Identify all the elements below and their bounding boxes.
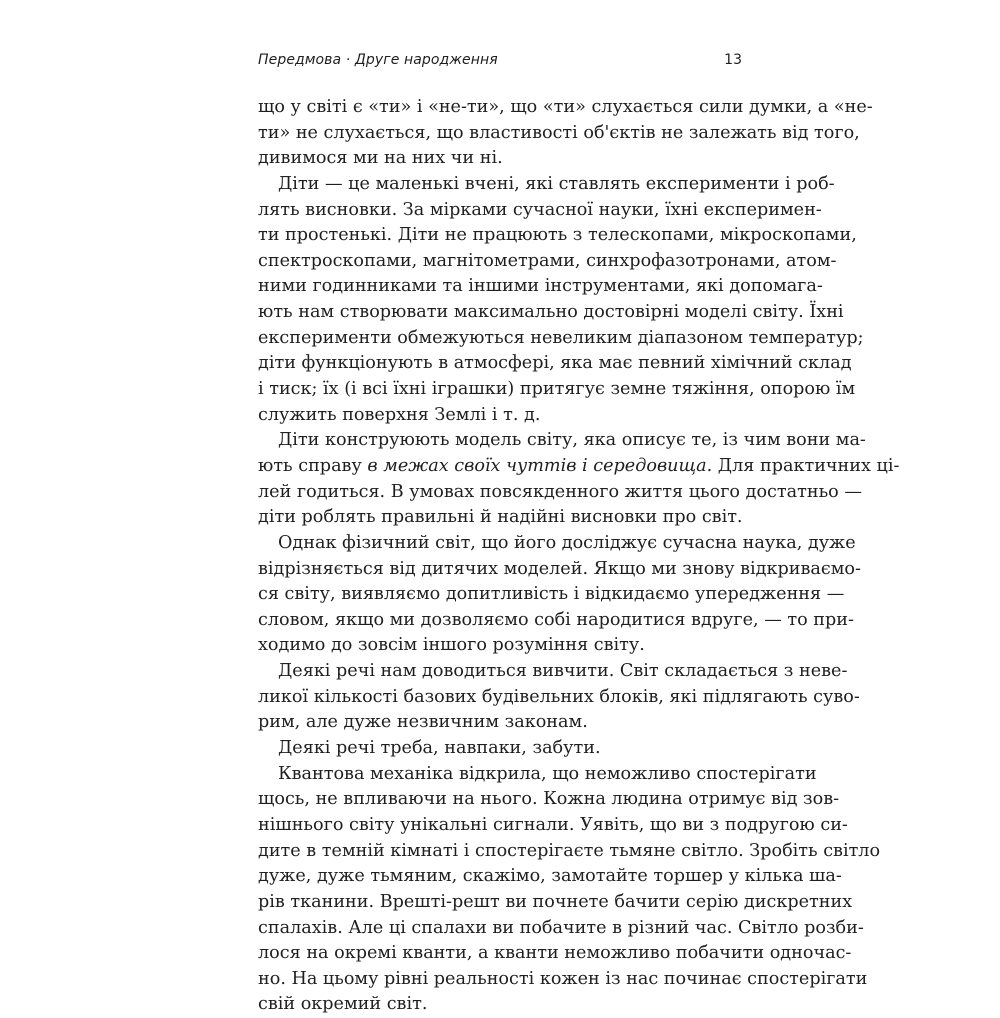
text-line: дуже, дуже тьмяним, скажімо, замотайте торшер у кілька ша- bbox=[258, 866, 842, 887]
text-line: ликої кількості базових будівельних блоків, які підлягають суво- bbox=[258, 686, 860, 707]
text-line: ти простенькі. Діти не працюють з телескопами, мікроскопами, bbox=[258, 225, 857, 246]
text-line: спектроскопами, магнітометрами, синхрофазотронами, атом- bbox=[258, 250, 837, 271]
text-line: дите в темній кімнаті і спостерігаєте тьмяне світло. Зробіть світло bbox=[258, 840, 881, 861]
text-line: лять висновки. За мірками сучасної науки, їхні експеримен- bbox=[258, 199, 822, 220]
text-line: словом, якщо ми дозволяємо собі народитися вдруге, — то при- bbox=[258, 609, 854, 630]
text-line: що у світі є «ти» і «не-ти», що «ти» слухається сили думки, а «не- bbox=[258, 97, 873, 117]
text-line: лей годиться. В умовах повсякденного життя цього достатньо — bbox=[258, 481, 862, 502]
text-line: ними годинниками та іншими інструментами, які допомага- bbox=[258, 276, 823, 297]
text-line: Квантова механіка відкрила, що неможливо спостерігати bbox=[278, 763, 817, 784]
text-line-mixed bbox=[258, 454, 900, 480]
paragraph bbox=[258, 762, 881, 1018]
text-line: Однак фізичний світ, що його досліджує сучасна наука, дуже bbox=[278, 532, 856, 553]
paragraph bbox=[258, 95, 873, 172]
text-line: Діти конструюють модель світу, яка описує те, із чим вони ма- bbox=[278, 430, 866, 451]
running-title: Передмова · Друге народження bbox=[258, 52, 498, 68]
text-line: рів тканини. Врешті-решт ви почнете бачити серію дискретних bbox=[258, 891, 853, 912]
italic-phrase: в межах своїх чуттів і середовища bbox=[367, 455, 707, 476]
running-header bbox=[258, 52, 742, 76]
text-line: експерименти обмежуються невеликим діапазоном температур; bbox=[258, 327, 864, 348]
text-line: відрізняється від дитячих моделей. Якщо ми знову відкриваємо- bbox=[258, 558, 861, 579]
text-line: діти роблять правильні й надійні висновки про світ. bbox=[258, 507, 743, 528]
text-segment: . Для практичних ці- bbox=[706, 455, 900, 476]
text-line: ся світу, виявляємо допитливість і відкидаємо упередження — bbox=[258, 584, 845, 605]
text-line: свій окремий світ. bbox=[258, 994, 428, 1015]
text-line: рим, але дуже незвичним законам. bbox=[258, 712, 588, 733]
text-line: но. На цьому рівні реальності кожен із нас починає спостерігати bbox=[258, 968, 868, 989]
text-line: служить поверхня Землі і т. д. bbox=[258, 404, 541, 425]
text-line: ти» не слухається, що властивості об'єктів не залежать від того, bbox=[258, 122, 860, 143]
paragraph bbox=[258, 172, 864, 428]
text-line: і тиск; їх (і всі їхні іграшки) притягує земне тяжіння, опорою їм bbox=[258, 379, 856, 400]
text-line: нішнього світу унікальні сигнали. Уявіть, що ви з подругою си- bbox=[258, 814, 848, 835]
text-line: дивимося ми на них чи ні. bbox=[258, 148, 503, 169]
text-line: ходимо до зовсім іншого розуміння світу. bbox=[258, 635, 645, 656]
text-line: лося на окремі кванти, а кванти неможливо побачити одночас- bbox=[258, 943, 852, 964]
paragraph bbox=[258, 659, 860, 736]
paragraph bbox=[258, 531, 861, 659]
text-line: ють нам створювати максимально достовірні моделі світу. Їхні bbox=[258, 302, 844, 323]
text-line: щось, не впливаючи на нього. Кожна людина отримує від зов- bbox=[258, 789, 840, 810]
paragraph bbox=[258, 736, 742, 762]
body-text bbox=[258, 95, 900, 1018]
text-line: Діти — це маленькі вчені, які ставлять експерименти і роб- bbox=[278, 173, 835, 194]
text-line: Деякі речі нам доводиться вивчити. Світ складається з неве- bbox=[278, 661, 848, 682]
page-number: 13 bbox=[724, 52, 742, 68]
text-segment: ють справу bbox=[258, 455, 368, 476]
text-line: спалахів. Але ці спалахи ви побачите в різний час. Світло розби- bbox=[258, 917, 864, 938]
text-line: діти функціонують в атмосфері, яка має певний хімічний склад bbox=[258, 353, 852, 374]
paragraph bbox=[258, 428, 900, 531]
text-line: Деякі речі треба, навпаки, забути. bbox=[278, 738, 601, 759]
